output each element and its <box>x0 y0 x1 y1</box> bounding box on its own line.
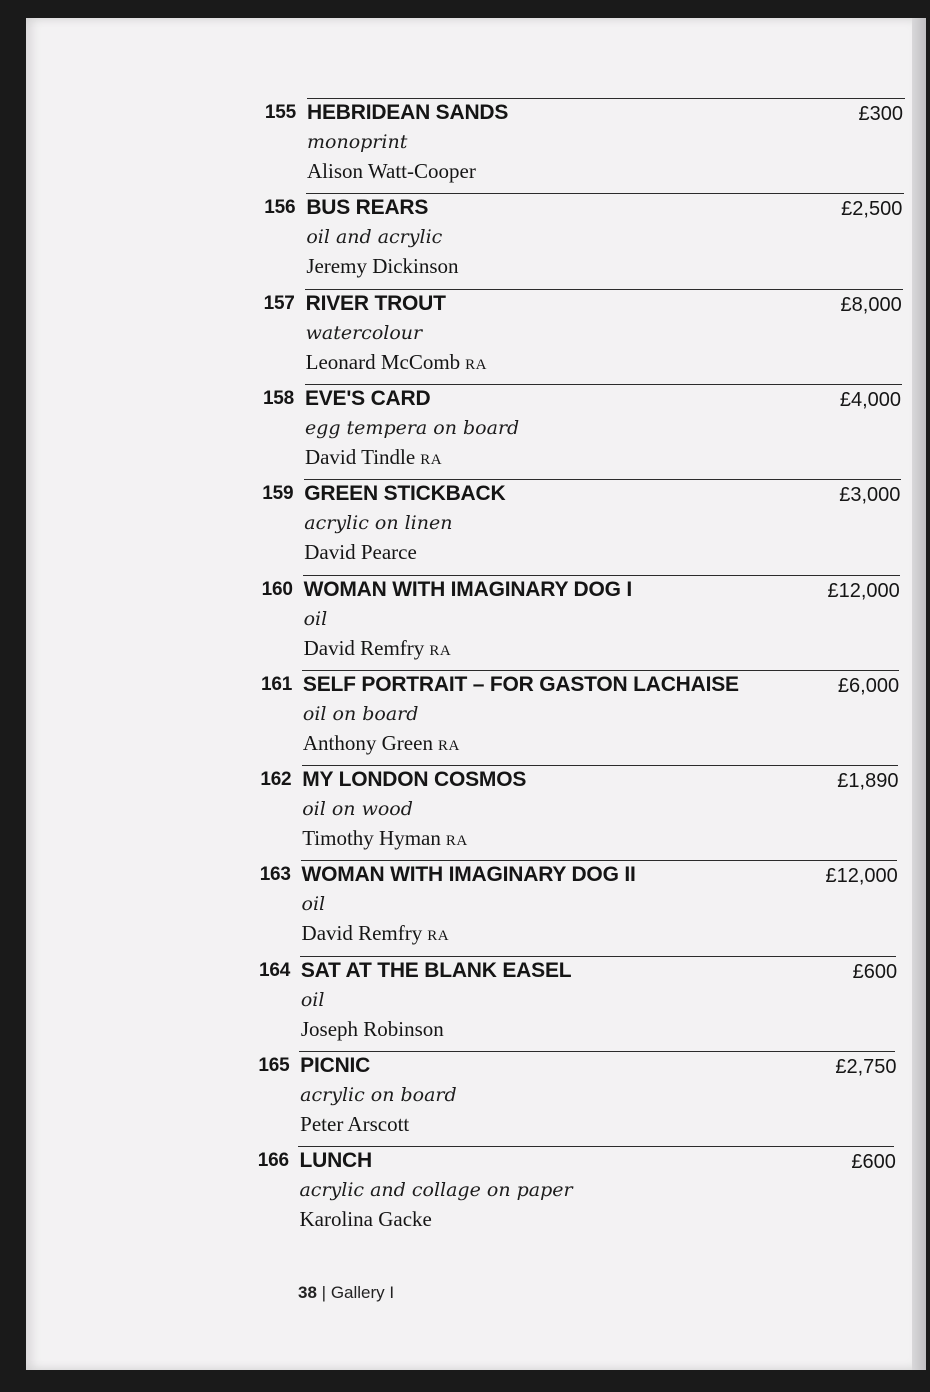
entry-medium: oil on wood <box>302 798 413 821</box>
artist-name: Joseph Robinson <box>300 1016 444 1041</box>
entry-divider <box>302 765 898 766</box>
artist-suffix: RA <box>420 451 443 468</box>
entry-price: £2,500 <box>841 198 903 221</box>
artist-name: Timothy Hyman <box>302 826 441 851</box>
catalogue-entry <box>0 1146 930 1242</box>
entry-medium: oil <box>301 893 326 916</box>
artist-name: Leonard McComb <box>305 349 461 374</box>
entry-price: £6,000 <box>837 674 900 697</box>
entry-artist <box>304 540 422 565</box>
catalogue-entry <box>0 1051 930 1147</box>
entry-medium: acrylic on linen <box>304 512 453 535</box>
catalogue-entry <box>0 575 930 671</box>
entry-medium: monoprint <box>307 131 408 153</box>
entry-artist <box>304 636 452 661</box>
catalogue-entry <box>0 860 930 956</box>
entry-title: WOMAN WITH IMAGINARY DOG I <box>303 577 633 601</box>
entry-number: 166 <box>257 1150 289 1172</box>
artist-suffix: RA <box>437 737 460 754</box>
entry-title: LUNCH <box>299 1149 372 1173</box>
entry-number: 165 <box>258 1055 290 1076</box>
entry-title: SELF PORTRAIT – FOR GASTON LACHAISE <box>302 672 739 696</box>
entry-price: £300 <box>858 103 903 125</box>
catalogue-entry <box>0 479 930 575</box>
entry-price: £1,890 <box>837 770 899 793</box>
entry-divider <box>301 860 897 861</box>
entry-price: £8,000 <box>840 293 902 316</box>
artist-name: David Remfry <box>303 635 425 660</box>
entry-artist <box>300 1112 414 1137</box>
artist-suffix: RA <box>427 928 450 945</box>
artist-name: Karolina Gacke <box>299 1207 432 1232</box>
entry-artist <box>306 350 487 375</box>
entry-title: EVE'S CARD <box>304 386 431 410</box>
entry-price: £3,000 <box>839 484 901 507</box>
artist-name: Jeremy Dickinson <box>306 254 459 279</box>
entry-number: 164 <box>259 959 291 981</box>
entry-title: BUS REARS <box>306 196 429 220</box>
artist-name: Peter Arscott <box>300 1112 410 1136</box>
artist-name: Anthony Green <box>302 730 433 755</box>
entry-divider <box>305 289 902 290</box>
entry-divider <box>304 479 901 480</box>
entry-price: £4,000 <box>839 388 902 411</box>
entry-number: 159 <box>262 483 294 505</box>
entry-price: £12,000 <box>825 865 898 888</box>
catalogue-entry <box>0 956 930 1052</box>
artist-suffix: RA <box>429 642 452 659</box>
artist-suffix: RA <box>445 833 468 850</box>
entry-artist <box>303 731 460 756</box>
entry-medium: acrylic and collage on paper <box>299 1179 573 1202</box>
entry-number: 157 <box>263 292 295 314</box>
entry-title: MY LONDON COSMOS <box>302 768 527 792</box>
entry-divider <box>302 670 898 671</box>
page-number: 38 <box>298 1283 317 1302</box>
entry-artist <box>299 1207 436 1232</box>
entry-number: 162 <box>260 769 292 791</box>
entry-medium: oil <box>303 607 328 630</box>
entry-title: HEBRIDEAN SANDS <box>307 101 509 124</box>
catalogue-entry <box>0 98 930 194</box>
entry-medium: egg tempera on board <box>304 416 520 439</box>
artist-name: David Pearce <box>304 540 417 565</box>
catalogue-entry <box>0 670 930 766</box>
section-name: Gallery I <box>330 1283 395 1302</box>
entry-title: GREEN STICKBACK <box>304 482 506 506</box>
entry-medium: acrylic on board <box>300 1084 457 1106</box>
entry-divider <box>299 1051 894 1052</box>
entry-title: RIVER TROUT <box>305 291 446 315</box>
entry-divider <box>306 193 904 194</box>
entry-price: £2,750 <box>835 1056 897 1078</box>
entry-divider <box>303 575 900 576</box>
entry-artist <box>301 1017 449 1042</box>
entry-number: 155 <box>264 102 296 123</box>
entry-artist <box>302 921 450 946</box>
entry-number: 158 <box>262 387 295 409</box>
entry-divider <box>298 1146 893 1147</box>
entry-divider <box>307 98 905 99</box>
footer-separator: | <box>321 1283 327 1302</box>
entry-title: SAT AT THE BLANK EASEL <box>300 958 572 982</box>
entry-artist <box>302 826 468 851</box>
entry-title: WOMAN WITH IMAGINARY DOG II <box>301 863 636 887</box>
entry-divider <box>305 384 902 385</box>
entry-number: 161 <box>260 673 293 695</box>
entry-number: 163 <box>259 864 291 886</box>
artist-suffix: RA <box>465 356 488 373</box>
entry-artist <box>307 159 481 184</box>
catalogue-entry <box>0 384 930 480</box>
entry-price: £12,000 <box>827 579 900 602</box>
catalogue-entry <box>0 765 930 861</box>
page-footer <box>298 1283 394 1303</box>
entry-medium: oil on board <box>302 702 419 725</box>
entry-price: £600 <box>851 1151 896 1174</box>
artist-name: David Tindle <box>304 444 416 469</box>
artist-name: Alison Watt-Cooper <box>307 159 476 183</box>
entry-artist <box>305 445 442 470</box>
entry-medium: watercolour <box>305 321 423 344</box>
entry-title: PICNIC <box>300 1054 371 1077</box>
entry-number: 156 <box>264 197 296 219</box>
entry-price: £600 <box>852 960 898 983</box>
entry-divider <box>300 956 896 957</box>
entry-artist <box>306 254 463 279</box>
catalogue-entry <box>0 193 930 289</box>
catalogue-entry <box>0 289 930 385</box>
entry-number: 160 <box>261 578 293 600</box>
artist-name: David Remfry <box>301 921 423 946</box>
entry-medium: oil <box>300 988 325 1011</box>
entry-medium: oil and acrylic <box>306 226 443 249</box>
